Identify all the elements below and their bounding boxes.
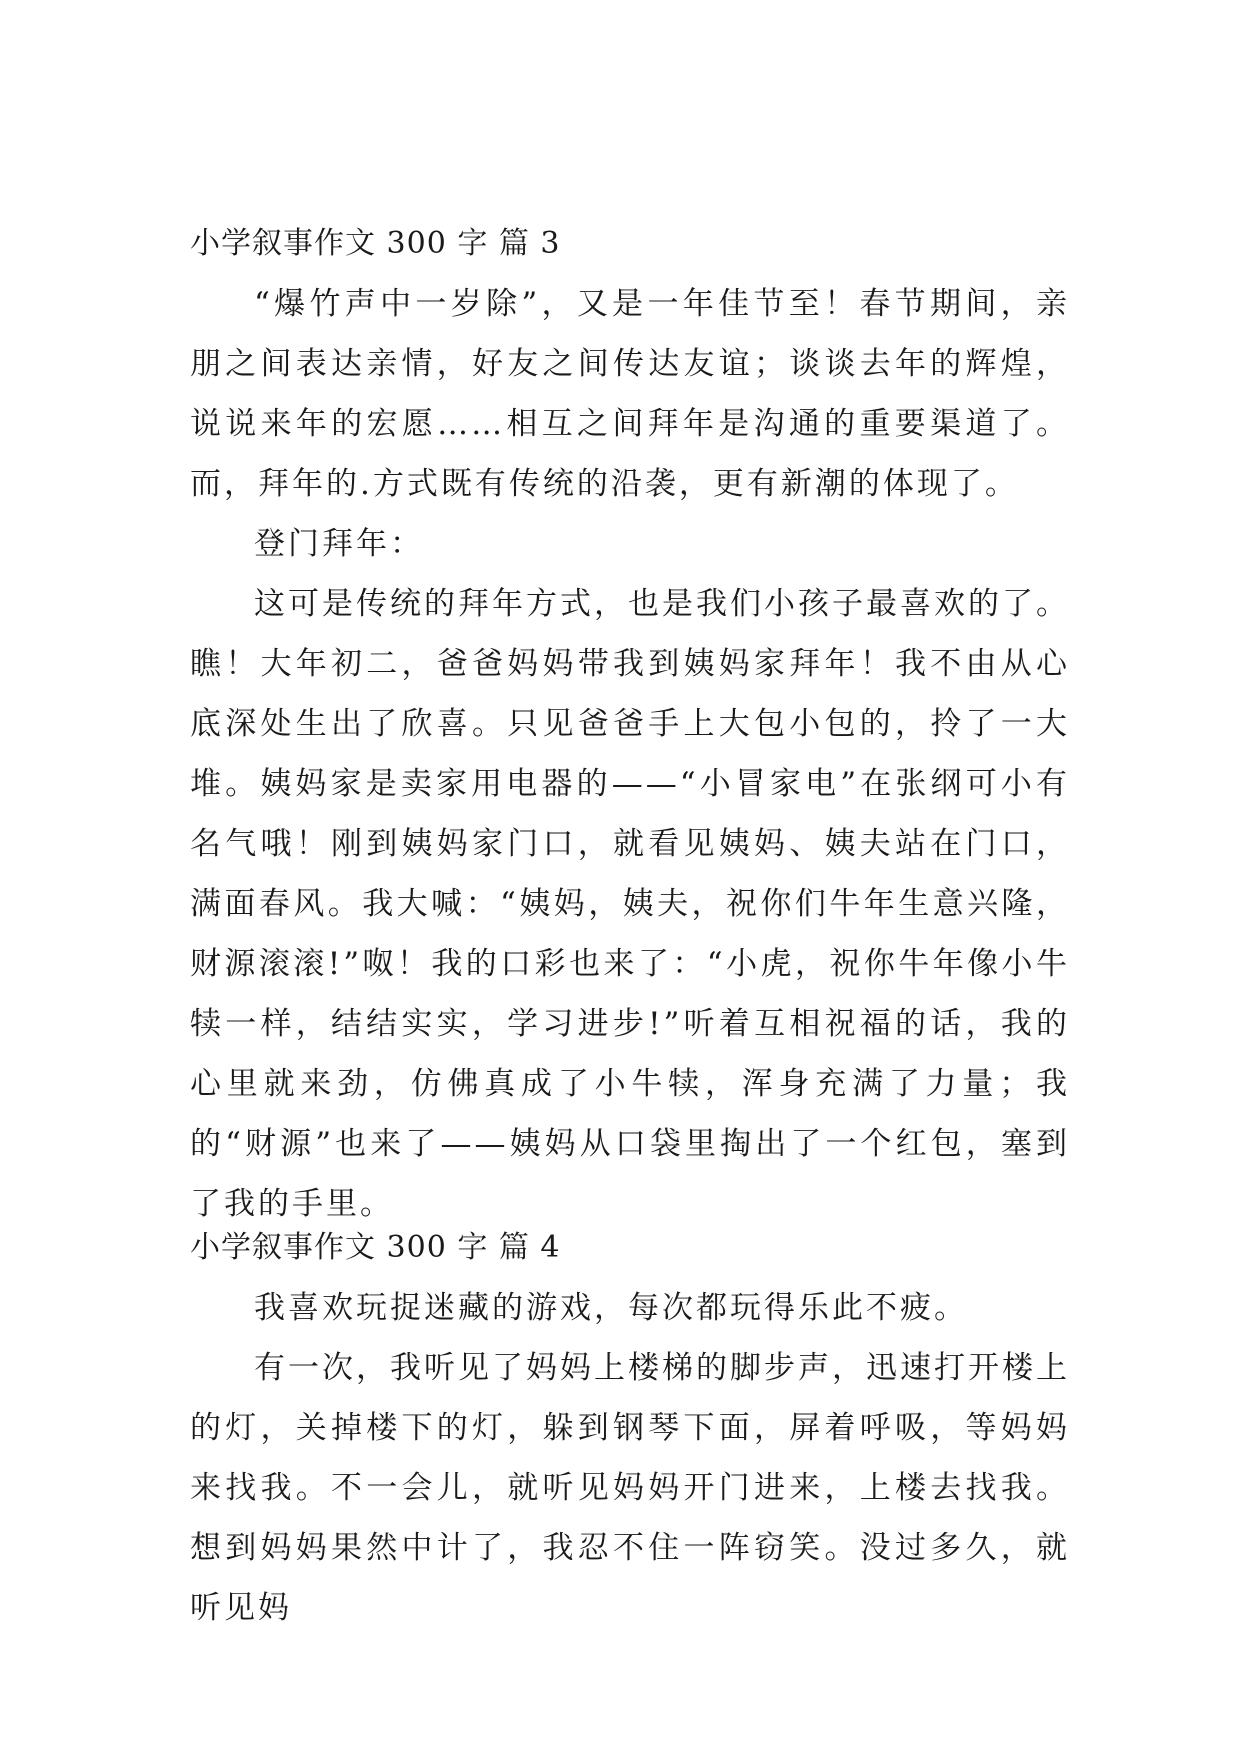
paragraph: “爆竹声中一岁除”，又是一年佳节至！春节期间，亲朋之间表达亲情，好友之间传达友谊；谈谈去年的辉煌，说说来年的宏愿……相互之间拜年是沟通的重要渠道了。而，拜年的.方式既有传统的沿袭，更有新潮的体现了。 <box>190 286 1070 502</box>
paragraph: 登门拜年： <box>254 526 424 562</box>
paragraph: 我喜欢玩捉迷藏的游戏，每次都玩得乐此不疲。 <box>254 1290 968 1326</box>
paragraph: 这可是传统的拜年方式，也是我们小孩子最喜欢的了。瞧！大年初二，爸爸妈妈带我到姨妈家拜年！我不由从心底深处生出了欣喜。只见爸爸手上大包小包的，拎了一大堆。姨妈家是卖家用电器的——“小冒家电”在张纲可小有名气哦！刚到姨妈家门口，就看见姨妈、姨夫站在门口，满面春风。我大喊：“姨妈，姨夫，祝你们牛年生意兴隆，财源滚滚!”呶！我的口彩也来了：“小虎，祝你牛年像小牛犊一样，结结实实，学习进步!”听着互相祝福的话，我的心里就来劲，仿佛真成了小牛犊，浑身充满了力量；我的“财源”也来了——姨妈从口袋里掏出了一个红包，塞到了我的手里。 <box>190 586 1070 1222</box>
section-heading: 小学叙事作文 300 字 篇 3 <box>190 226 561 261</box>
essay-section-4 <box>190 1218 1070 1638</box>
section-heading: 小学叙事作文 300 字 篇 4 <box>190 1230 561 1265</box>
paragraph: 有一次，我听见了妈妈上楼梯的脚步声，迅速打开楼上的灯，关掉楼下的灯，躲到钢琴下面，屏着呼吸，等妈妈来找我。不一会儿，就听见妈妈开门进来，上楼去找我。想到妈妈果然中计了，我忍不住一阵窃笑。没过多久，就听见妈 <box>190 1350 1070 1626</box>
essay-section-3 <box>190 214 1070 1234</box>
